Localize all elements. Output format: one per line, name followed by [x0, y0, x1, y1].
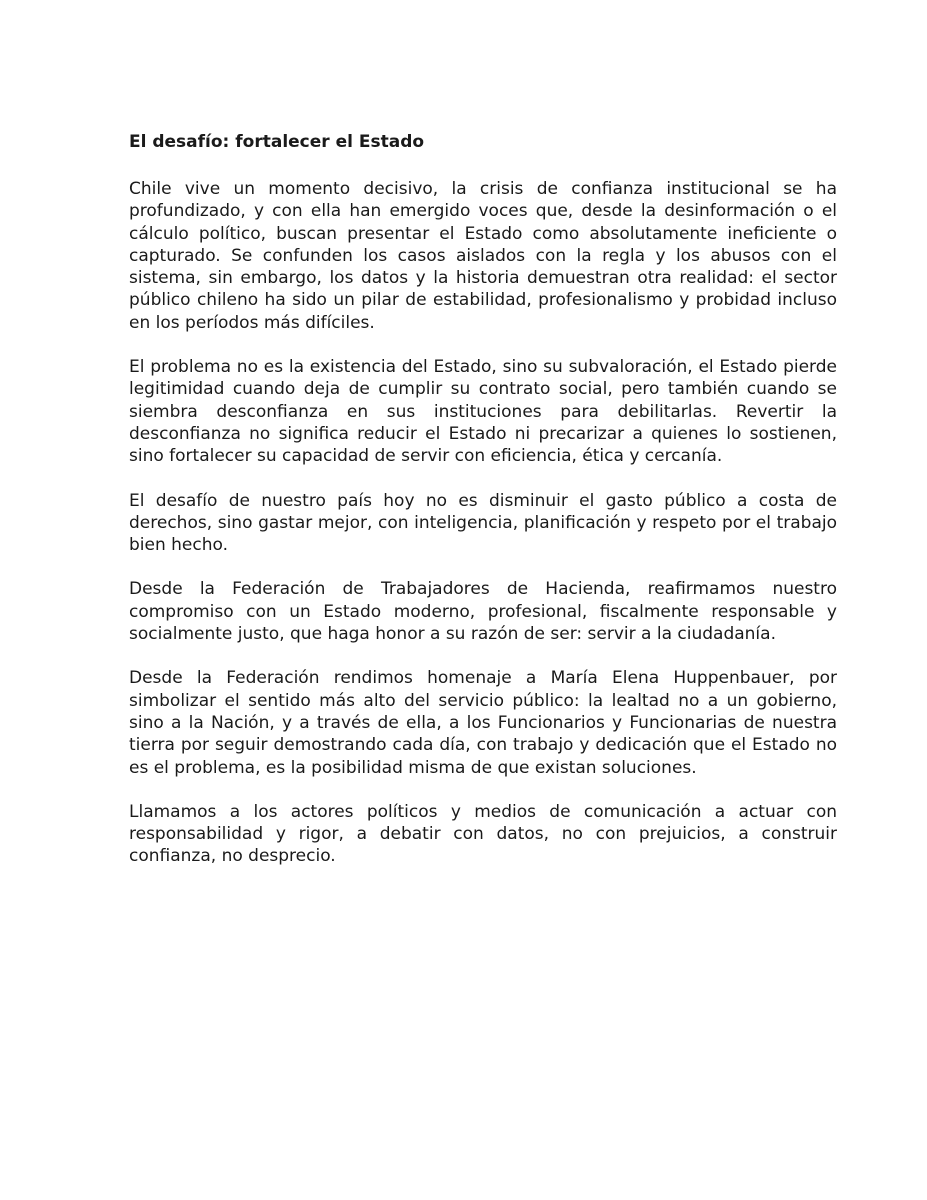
paragraph-1: Chile vive un momento decisivo, la crisis de confianza institucional se ha profundizado, y con ella han emergido voces que, desde la desinformación o el cálculo político, buscan presentar el Estado como absolutamente ineficiente o capturado. Se confunden los casos aislados con la regla y los abusos con el sistema, sin embargo, los datos y la historia demuestran otra realidad: el sector público chileno ha sido un pilar de estabilidad, profesionalismo y probidad incluso en los períodos más difíciles.: [129, 179, 837, 333]
paragraph-2: El problema no es la existencia del Estado, sino su subvaloración, el Estado pierde legitimidad cuando deja de cumplir su contrato social, pero también cuando se siembra desconfianza en sus instituciones para debilitarlas. Revertir la desconfianza no significa reducir el Estado ni precarizar a quienes lo sostienen, sino fortalecer su capacidad de servir con eficiencia, ética y cercanía.: [129, 357, 837, 467]
document-title: El desafío: fortalecer el Estado: [129, 132, 425, 152]
paragraph-6: Llamamos a los actores políticos y medios de comunicación a actuar con responsabilidad y rigor, a debatir con datos, no con prejuicios, a construir confianza, no desprecio.: [129, 801, 837, 867]
document-body: [129, 128, 837, 890]
paragraph-4: Desde la Federación de Trabajadores de Hacienda, reafirmamos nuestro compromiso con un Estado moderno, profesional, fiscalmente responsable y socialmente justo, que haga honor a su razón de ser: servir a la ciudadanía.: [129, 579, 837, 645]
paragraph-3: El desafío de nuestro país hoy no es disminuir el gasto público a costa de derechos, sino gastar mejor, con inteligencia, planificación y respeto por el trabajo bien hecho.: [129, 490, 837, 556]
paragraph-5: Desde la Federación rendimos homenaje a María Elena Huppenbauer, por simbolizar el sentido más alto del servicio público: la lealtad no a un gobierno, sino a la Nación, y a través de ella, a los Funcionarios y Funcionarias de nuestra tierra por seguir demostrando cada día, con trabajo y dedicación que el Estado no es el problema, es la posibilidad misma de que existan soluciones.: [129, 668, 837, 778]
